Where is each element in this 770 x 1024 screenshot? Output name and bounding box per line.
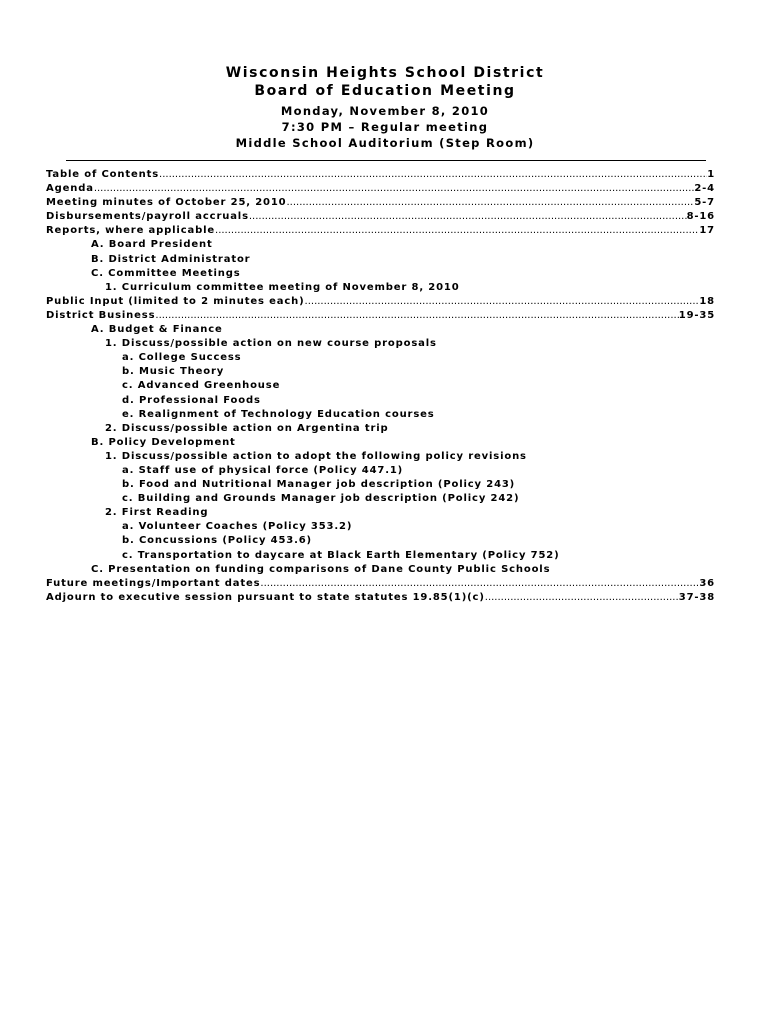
toc-entry-label: Disbursements/payroll accruals (46, 211, 249, 223)
toc-subitem: e. Realignment of Technology Education courses (122, 408, 435, 420)
toc-subitem: A. Budget & Finance (91, 324, 223, 336)
toc-subitem: B. Policy Development (91, 436, 236, 448)
toc-subitem: 1. Discuss/possible action on new course proposals (105, 338, 437, 350)
toc-entry-adjourn (46, 591, 715, 605)
toc-entry-page: 8-16 (686, 211, 715, 223)
toc-entry-label: Agenda (46, 183, 94, 195)
toc-entry-page: 18 (699, 295, 715, 307)
dot-leader (155, 309, 678, 323)
toc-subitem: b. Music Theory (122, 366, 225, 378)
toc-entry-page: 1 (707, 169, 715, 180)
toc-entry-future-meetings (46, 577, 715, 591)
meeting-location: Middle School Auditorium (Step Room) (235, 136, 535, 150)
dot-leader (215, 224, 699, 238)
toc-subitem: C. Presentation on funding comparisons of Dane County Public Schools (91, 563, 551, 575)
board-title: Board of Education Meeting (254, 83, 516, 99)
meeting-date: Monday, November 8, 2010 (280, 104, 490, 118)
toc-entry-page: 5-7 (694, 197, 715, 209)
toc-entry-label: Table of Contents (46, 169, 160, 180)
toc-subitem: a. Volunteer Coaches (Policy 353.2) (122, 521, 353, 533)
toc-entry-label: Public Input (limited to 2 minutes each) (46, 295, 305, 307)
toc-subitem: 1. Discuss/possible action to adopt the following policy revisions (105, 450, 527, 462)
toc-subitem: c. Building and Grounds Manager job description (Policy 242) (122, 493, 520, 505)
toc-subitem: A. Board President (91, 239, 213, 251)
dot-leader (485, 591, 679, 605)
dot-leader (305, 295, 700, 309)
toc-entry-label: Future meetings/Important dates (46, 577, 261, 589)
toc-subitem: c. Advanced Greenhouse (122, 380, 281, 392)
dot-leader (94, 182, 695, 196)
meeting-time: 7:30 PM – Regular meeting (281, 120, 489, 134)
toc-entry-public-input (46, 295, 715, 309)
toc-entry-agenda (46, 182, 715, 196)
toc-entry-page: 36 (699, 577, 715, 589)
toc-entry-page: 17 (699, 225, 715, 237)
district-title: Wisconsin Heights School District (225, 65, 545, 81)
toc-entry-minutes (46, 196, 715, 210)
toc-entry-district-business (46, 309, 715, 323)
toc-subitem: b. Food and Nutritional Manager job description (Policy 243) (122, 479, 516, 491)
toc-entry-label: Reports, where applicable (46, 225, 216, 237)
toc-subitem: 2. Discuss/possible action on Argentina trip (105, 422, 389, 434)
toc-entry-label: Adjourn to executive session pursuant to state statutes 19.85(1)(c) (46, 591, 485, 603)
toc-subitem: B. District Administrator (91, 253, 251, 265)
toc-entry-page: 37-38 (678, 591, 715, 603)
header-divider (66, 160, 706, 161)
toc-subitem: b. Concussions (Policy 453.6) (122, 535, 312, 547)
toc-entry-disbursements (46, 210, 715, 224)
dot-leader (260, 577, 699, 591)
toc-entry-table-of-contents (46, 168, 715, 182)
dot-leader (159, 168, 707, 182)
toc-subitem: a. Staff use of physical force (Policy 447.1) (122, 464, 404, 476)
toc-entry-label: District Business (46, 309, 156, 321)
dot-leader (286, 196, 694, 210)
document-header (0, 64, 770, 151)
toc-entry-page: 19-35 (678, 309, 715, 321)
toc-subitem: 2. First Reading (105, 507, 209, 519)
toc-subitem: a. College Success (122, 352, 242, 364)
toc-subitem: c. Transportation to daycare at Black Earth Elementary (Policy 752) (122, 549, 560, 561)
toc-entry-page: 2-4 (694, 183, 715, 195)
toc-entry-label: Meeting minutes of October 25, 2010 (46, 197, 287, 209)
toc-entry-reports (46, 224, 715, 238)
toc-subitem: C. Committee Meetings (91, 267, 241, 279)
toc-subitem: d. Professional Foods (122, 394, 261, 406)
table-of-contents (46, 168, 715, 605)
dot-leader (249, 210, 687, 224)
toc-subitem: 1. Curriculum committee meeting of November 8, 2010 (105, 281, 460, 293)
